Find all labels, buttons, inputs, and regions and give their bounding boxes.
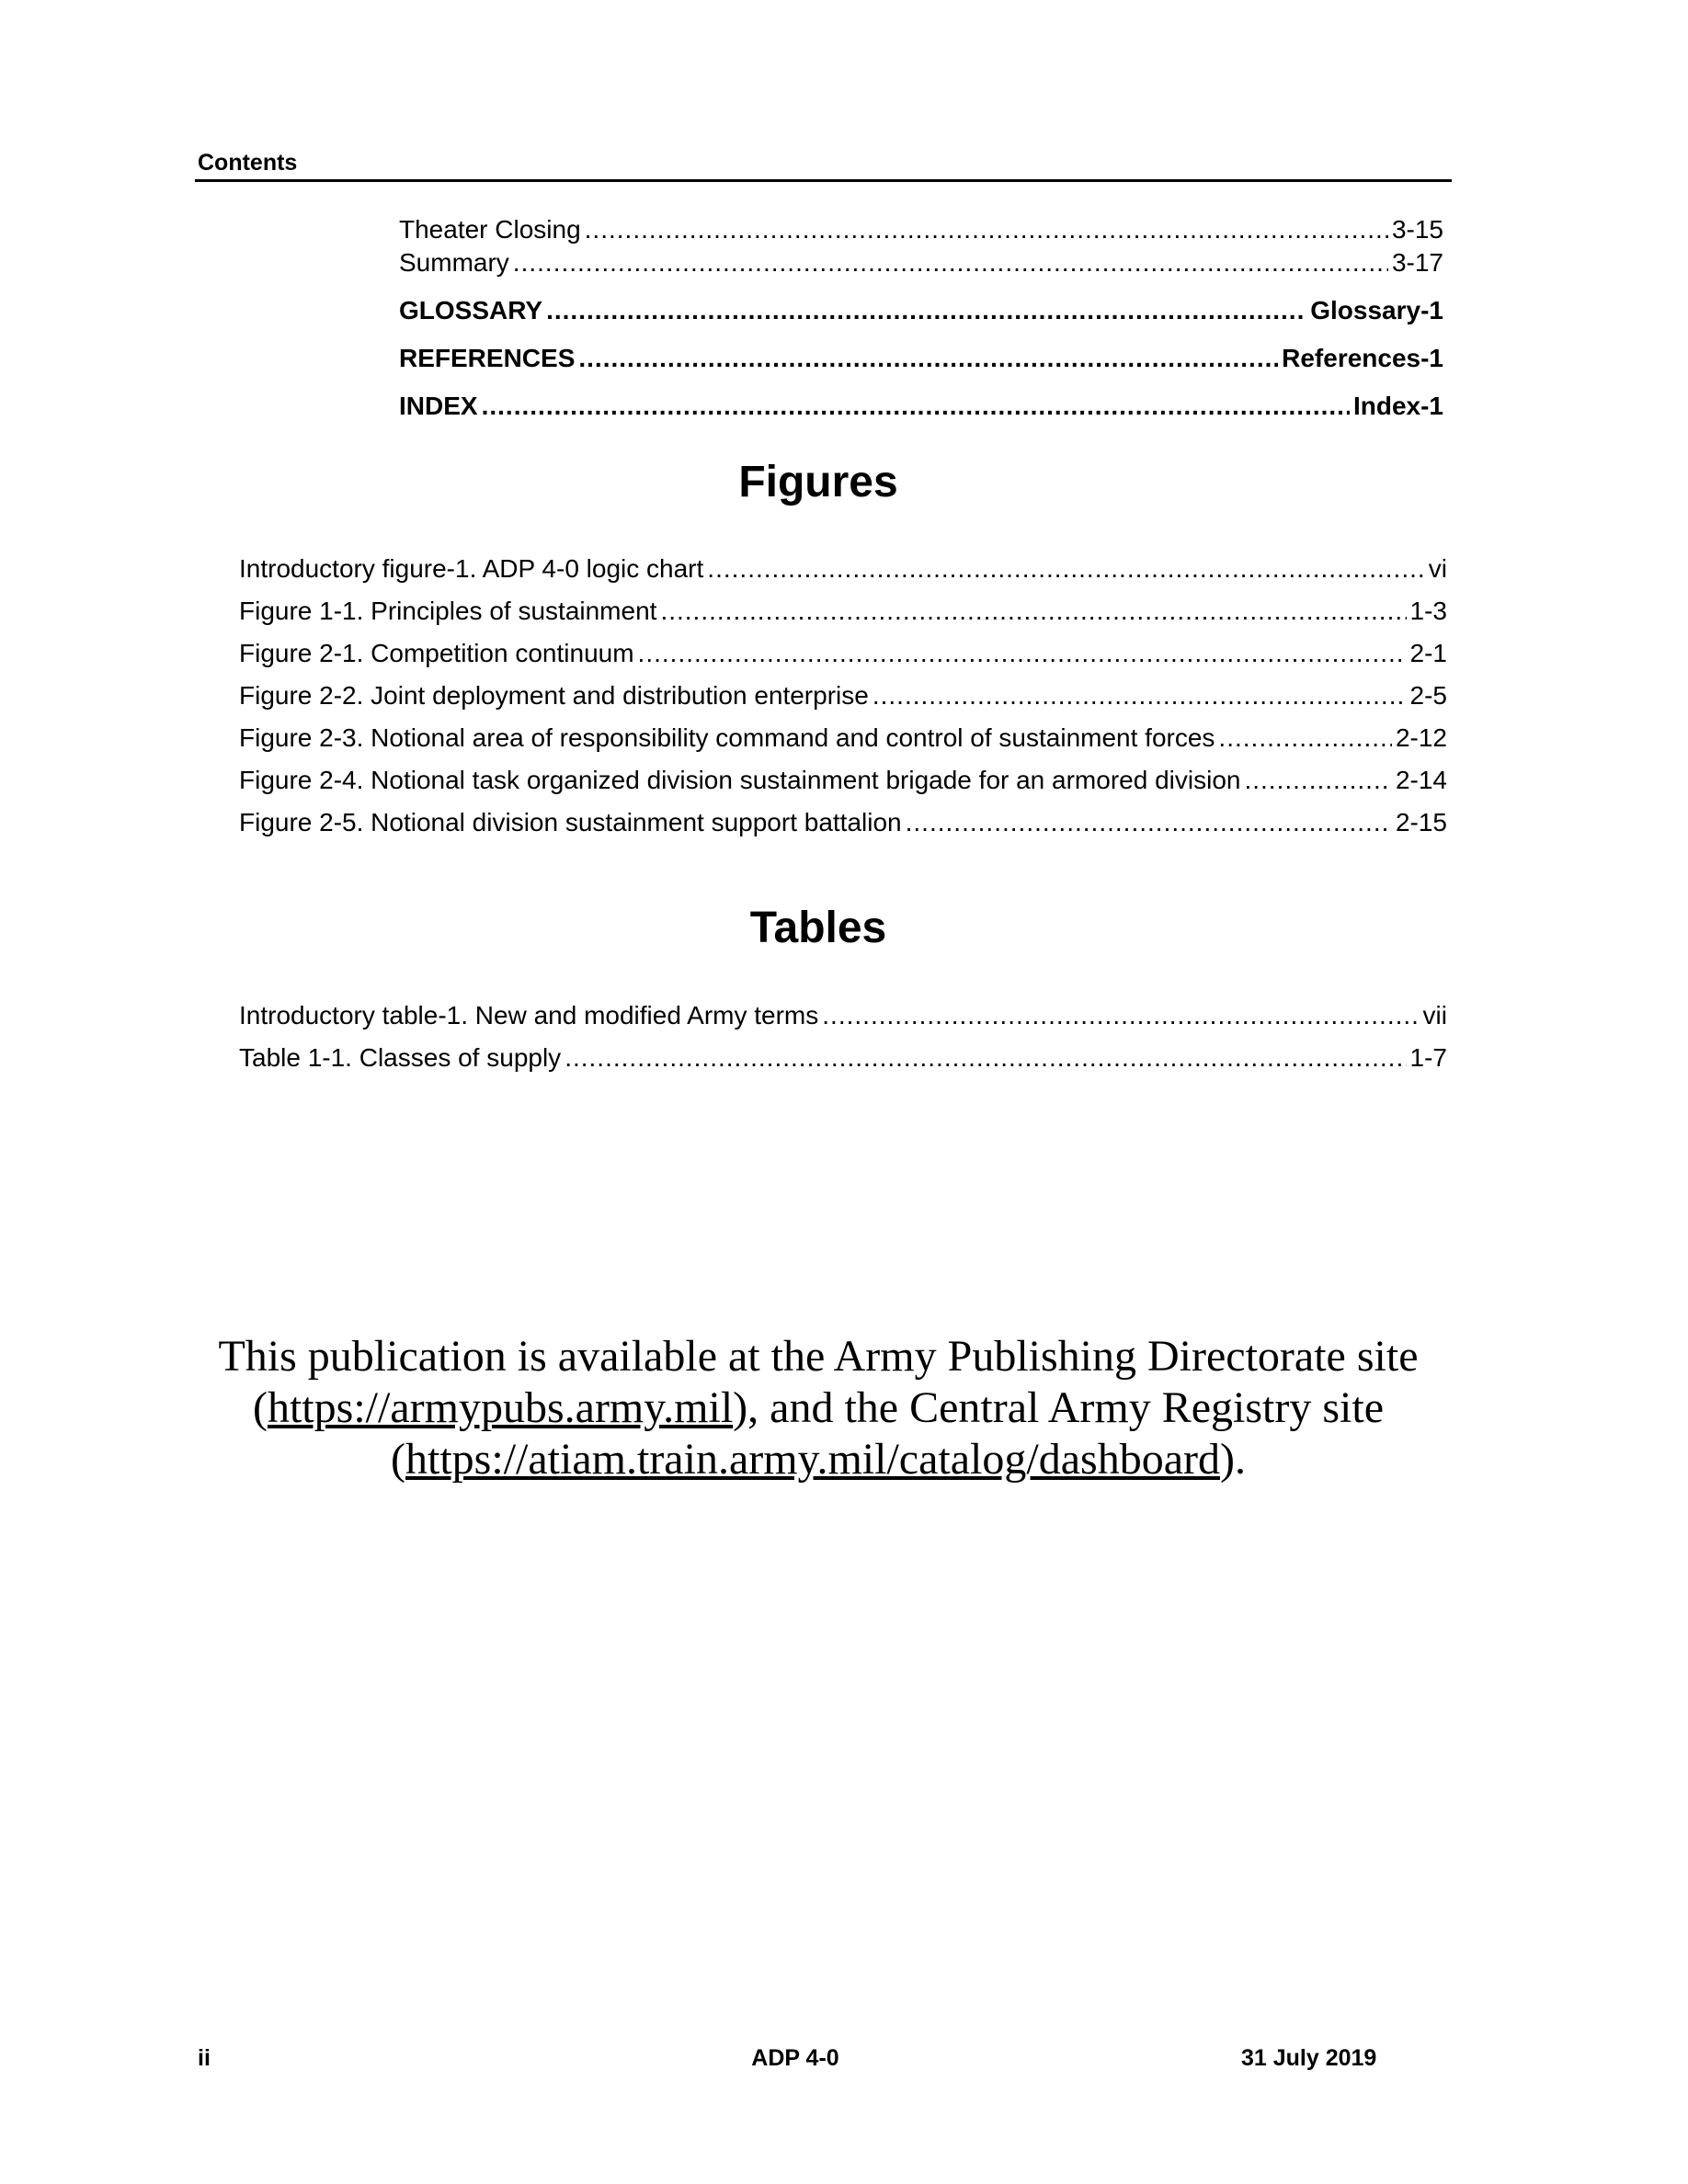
tables-heading: Tables — [749, 904, 887, 952]
table-entry-title: Table 1-1. Classes of supply — [239, 1043, 562, 1072]
footer-page-number: ii — [198, 2045, 211, 2071]
footer-date: 31 July 2019 — [1241, 2045, 1377, 2071]
availability-line-2 — [129, 1382, 1508, 1434]
figure-entry-page: vi — [1428, 554, 1447, 583]
figure-entry-title: Figure 2-1. Competition continuum — [239, 639, 634, 667]
open-paren: ( — [252, 1383, 268, 1432]
figure-entry-page: 1-3 — [1409, 597, 1447, 625]
toc-entry-title: GLOSSARY — [399, 296, 543, 324]
leader-dots — [660, 590, 1406, 632]
leader-dots — [482, 390, 1350, 423]
leader-dots — [546, 294, 1306, 327]
table-entry-page: vii — [1422, 1001, 1447, 1029]
tables-list — [239, 995, 1447, 1079]
figure-entry[interactable] — [239, 717, 1447, 759]
figure-entry-title: Introductory figure-1. ADP 4-0 logic chart — [239, 554, 704, 583]
figure-entry[interactable] — [239, 802, 1447, 844]
leader-dots — [1244, 759, 1391, 802]
figure-entry-page: 2-12 — [1395, 723, 1447, 752]
figures-heading: Figures — [738, 458, 898, 506]
running-head: Contents — [198, 150, 298, 176]
table-entry-title: Introductory table-1. New and modified Army terms — [239, 1001, 819, 1029]
toc-entry-references[interactable] — [399, 342, 1443, 375]
leader-dots — [906, 802, 1392, 844]
toc-entry-summary[interactable] — [399, 246, 1443, 279]
toc-entry-theater-closing[interactable] — [399, 213, 1443, 246]
figure-entry-title: Figure 2-3. Notional area of responsibility command and control of sustainment forces — [239, 723, 1215, 752]
leader-dots — [513, 246, 1388, 279]
leader-dots — [585, 213, 1388, 246]
toc-entry-title: INDEX — [399, 392, 478, 420]
leader-dots — [873, 675, 1407, 717]
toc-entry-title: Summary — [399, 248, 509, 277]
close-paren: ). — [1219, 1435, 1246, 1484]
footer-publication: ADP 4-0 — [751, 2045, 839, 2071]
figures-list — [239, 548, 1447, 844]
figure-entry-title: Figure 2-4. Notional task organized division sustainment brigade for an armored division — [239, 766, 1241, 794]
leader-dots — [1218, 717, 1392, 759]
atiam-link[interactable]: https://atiam.train.army.mil/catalog/dashboard — [405, 1435, 1220, 1484]
figure-entry-page: 2-1 — [1409, 639, 1447, 667]
toc-entry-title: REFERENCES — [399, 344, 576, 372]
availability-notice — [129, 1331, 1508, 1485]
leader-dots — [578, 342, 1278, 375]
figure-entry[interactable] — [239, 632, 1447, 675]
toc-entry-page: Index-1 — [1352, 392, 1443, 420]
leader-dots — [565, 1037, 1406, 1079]
figure-entry[interactable] — [239, 548, 1447, 590]
toc-entry-page: References-1 — [1282, 344, 1443, 372]
figure-entry-page: 2-14 — [1395, 766, 1447, 794]
figure-entry-page: 2-5 — [1409, 681, 1447, 710]
toc-entry-page: 3-15 — [1391, 215, 1443, 244]
figure-entry[interactable] — [239, 675, 1447, 717]
armypubs-link[interactable]: https://armypubs.army.mil — [267, 1383, 734, 1432]
leader-dots — [707, 548, 1424, 590]
toc-entry-page: Glossary-1 — [1310, 296, 1443, 324]
availability-mid-text: ), and the Central Army Registry site — [733, 1383, 1385, 1432]
leader-dots — [822, 995, 1419, 1037]
figure-entry[interactable] — [239, 590, 1447, 632]
toc-entry-glossary[interactable] — [399, 294, 1443, 327]
table-entry[interactable] — [239, 1037, 1447, 1079]
leader-dots — [638, 632, 1407, 675]
toc-entry-title: Theater Closing — [399, 215, 581, 244]
header-rule — [195, 179, 1452, 182]
open-paren: ( — [391, 1435, 405, 1484]
availability-line-3 — [129, 1434, 1508, 1485]
availability-line-1: This publication is available at the Army Publishing Directorate site — [218, 1332, 1419, 1381]
figure-entry[interactable] — [239, 759, 1447, 802]
table-entry[interactable] — [239, 995, 1447, 1037]
figure-entry-title: Figure 2-2. Joint deployment and distribution enterprise — [239, 681, 869, 710]
table-entry-page: 1-7 — [1409, 1043, 1447, 1072]
toc-entry-page: 3-17 — [1391, 248, 1443, 277]
figure-entry-title: Figure 2-5. Notional division sustainment support battalion — [239, 808, 902, 836]
toc-entry-index[interactable] — [399, 390, 1443, 423]
figure-entry-page: 2-15 — [1395, 808, 1447, 836]
figure-entry-title: Figure 1-1. Principles of sustainment — [239, 597, 657, 625]
